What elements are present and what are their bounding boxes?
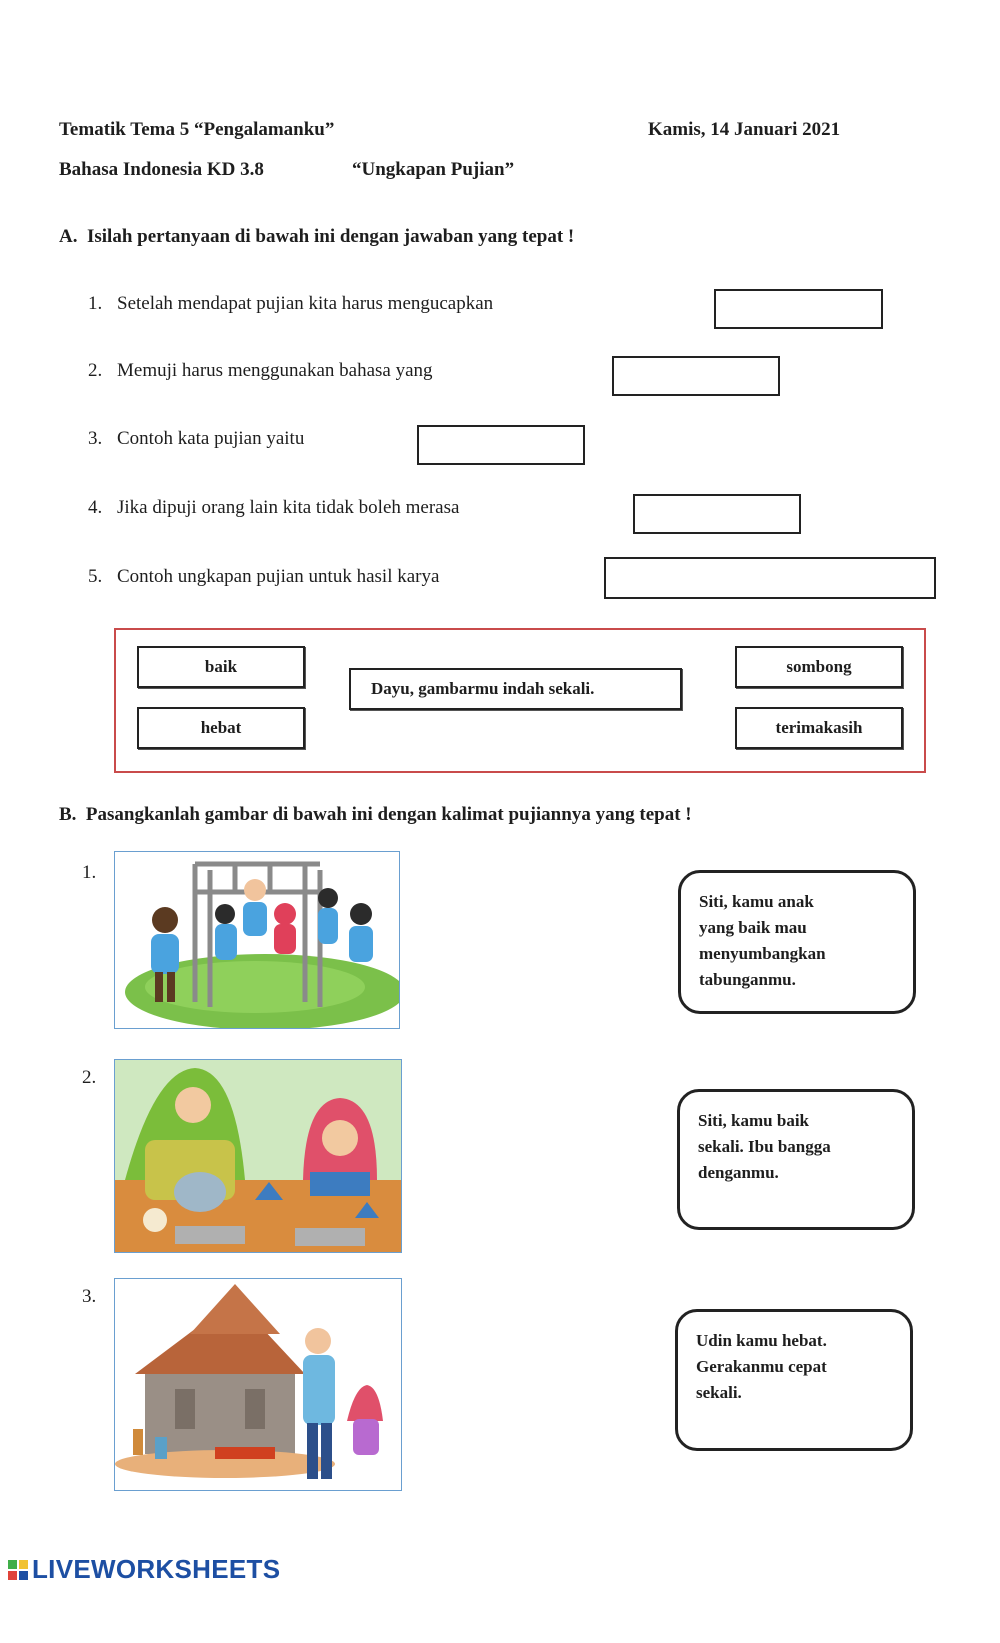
question-1-text: Setelah mendapat pujian kita harus mengucapkan (117, 293, 494, 314)
word-bank (114, 628, 926, 773)
date-label: Kamis, 14 Januari 2021 (648, 119, 841, 140)
question-4-text: Jika dipuji orang lain kita tidak boleh merasa (117, 497, 460, 518)
subject-label: Bahasa Indonesia KD 3.8 (59, 159, 264, 180)
children-playing-illustration (115, 852, 400, 1029)
question-3-number: 3. (88, 428, 103, 449)
question-3-text: Contoh kata pujian yaitu (117, 428, 305, 449)
liveworksheets-logo (8, 1554, 280, 1585)
word-chip-hebat[interactable]: hebat (137, 707, 305, 749)
question-2-number: 2. (88, 360, 103, 381)
picture-1[interactable] (114, 851, 400, 1029)
picture-3[interactable] (114, 1278, 402, 1491)
topic-label: “Ungkapan Pujian” (352, 159, 515, 180)
question-5-number: 5. (88, 566, 103, 587)
praise-bubble-1[interactable]: Siti, kamu anak yang baik mau menyumbangkan tabunganmu. (678, 870, 916, 1014)
item-2-number: 2. (82, 1067, 97, 1088)
item-1-number: 1. (82, 862, 97, 883)
answer-box-4[interactable] (633, 494, 801, 534)
liveworksheets-logo-text: LIVEWORKSHEETS (32, 1554, 281, 1584)
word-chip-terimakasih[interactable]: terimakasih (735, 707, 903, 749)
theme-title: Tematik Tema 5 “Pengalamanku” (59, 119, 335, 140)
answer-box-1[interactable] (714, 289, 883, 329)
praise-bubble-2[interactable]: Siti, kamu baik sekali. Ibu bangga denganmu. (677, 1089, 915, 1230)
question-4-number: 4. (88, 497, 103, 518)
liveworksheets-mark-icon (8, 1560, 28, 1580)
item-3-number: 3. (82, 1286, 97, 1307)
word-chip-dayu[interactable]: Dayu, gambarmu indah sekali. (349, 668, 682, 710)
word-chip-sombong[interactable]: sombong (735, 646, 903, 688)
answer-box-5[interactable] (604, 557, 936, 599)
mother-daughter-baking-illustration (115, 1060, 402, 1253)
father-daughter-mosque-illustration (115, 1279, 402, 1491)
word-chip-baik[interactable]: baik (137, 646, 305, 688)
praise-bubble-3[interactable]: Udin kamu hebat. Gerakanmu cepat sekali. (675, 1309, 913, 1451)
section-a-title: A. Isilah pertanyaan di bawah ini dengan jawaban yang tepat ! (59, 226, 575, 247)
section-b-title: B. Pasangkanlah gambar di bawah ini dengan kalimat pujiannya yang tepat ! (59, 804, 692, 825)
answer-box-3[interactable] (417, 425, 585, 465)
question-5-text: Contoh ungkapan pujian untuk hasil karya (117, 566, 440, 587)
picture-2[interactable] (114, 1059, 402, 1253)
answer-box-2[interactable] (612, 356, 780, 396)
question-1-number: 1. (88, 293, 103, 314)
question-2-text: Memuji harus menggunakan bahasa yang (117, 360, 433, 381)
